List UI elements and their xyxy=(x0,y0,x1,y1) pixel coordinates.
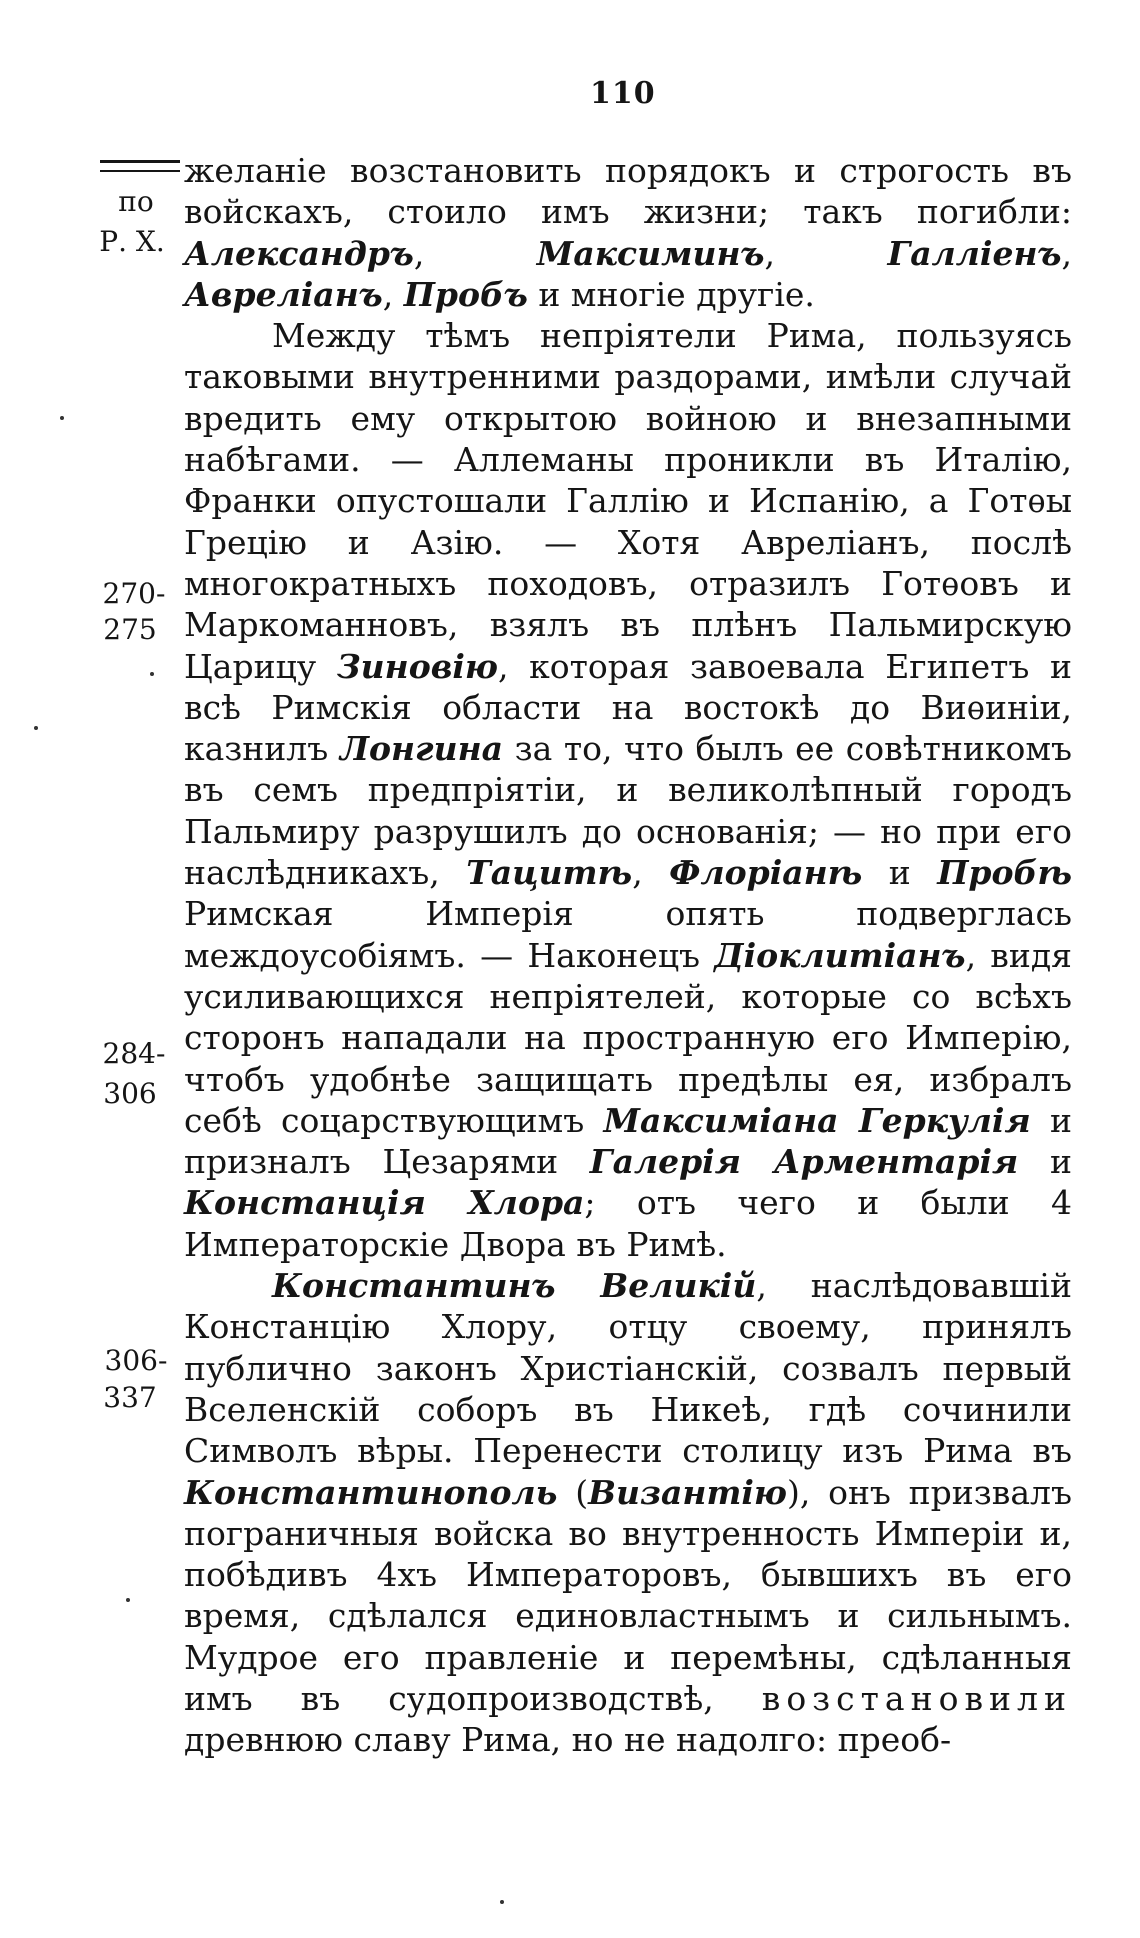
body-text xyxy=(184,150,1072,1761)
emperor-name: Пробъ xyxy=(403,274,528,314)
text-run: ), онъ призвалъ пограничныя войска во внутренность Имперіи и, побѣдивъ 4хъ Императоровъ, бывшихъ въ его время, сдѣлался единовластнымъ и сильнымъ. Мудрое его правленіе и перемѣны, сдѣланныя имъ въ судопроизводствѣ, xyxy=(184,1472,1072,1718)
emperor-name: Констанція Хлора xyxy=(184,1183,585,1223)
emperor-name: Діоклитіанъ xyxy=(714,935,966,975)
margin-note-dates-337: 337 xyxy=(103,1381,157,1414)
text-run: и многіе другіе. xyxy=(527,274,815,314)
margin-rule xyxy=(100,160,180,172)
emperor-name: Максиміана Геркулія xyxy=(603,1100,1031,1140)
city-name: Константинополь xyxy=(184,1472,558,1512)
emperor-name: Пробѣ xyxy=(937,853,1072,893)
text-run: , xyxy=(1061,233,1072,273)
emperor-name: Максиминъ xyxy=(536,233,765,273)
emperor-name: Авреліанъ xyxy=(184,274,383,314)
margin-note-era-po: по xyxy=(118,185,154,218)
spaced-word: возстановили xyxy=(761,1678,1072,1718)
scan-speck xyxy=(150,672,154,676)
emperor-name: Александръ xyxy=(184,233,414,273)
person-name: Лонгина xyxy=(339,729,504,769)
margin-note-dates-284: 284- xyxy=(102,1037,166,1070)
text-run: и xyxy=(862,853,938,893)
text-run: , видя усиливающихся непріятелей, которые со всѣхъ сторонъ нападали на пространную его Имперію, чтобъ удобнѣе защищать предѣлы ея, избралъ себѣ соцарствующимъ xyxy=(184,935,1072,1140)
text-run: Между тѣмъ непріятели Рима, пользуясь таковыми внутренними раздорами, имѣли случай вредить ему открытою войною и внезапными набѣгами. — Аллеманы проникли въ Италію, Франки опустошали Галлію и Испанію, а Готѳы Грецію и Азію. — Хотя Авреліанъ, послѣ многократныхъ походовъ, отразилъ Готѳовъ и Маркоманновъ, взялъ въ плѣнъ Пальмирскую Царицу xyxy=(184,316,1072,686)
text-run: ( xyxy=(557,1472,589,1512)
text-run: и призналъ Цезарями xyxy=(184,1100,1072,1182)
text-run: за то, что былъ ее совѣтникомъ въ семъ предпріятіи, и великолѣпный городъ Пальмиру разрушилъ до основанія; — но при его наслѣдникахъ, xyxy=(184,729,1072,893)
paragraph-2 xyxy=(184,315,1072,1265)
text-run: , которая завоевала Египетъ и всѣ Римскія области на востокѣ до Виѳиніи, казнилъ xyxy=(184,646,1072,769)
scan-speck xyxy=(126,1598,130,1602)
margin-note-era-rh: Р. Х. xyxy=(99,225,165,258)
scan-speck xyxy=(500,1900,504,1904)
scan-speck xyxy=(60,416,64,420)
emperor-name: Галліенъ xyxy=(887,233,1062,273)
text-run: , наслѣдовавшій Констанцію Хлору, отцу своему, принялъ публично законъ Христіанскій, созвалъ первый Вселенскій соборъ въ Никеѣ, гдѣ сочинили Символъ вѣры. Перенести столицу изъ Рима въ xyxy=(184,1266,1072,1471)
margin-note-dates-306b: 306- xyxy=(104,1344,168,1377)
text-run: желаніе возстановить порядокъ и строгость въ войскахъ, стоило имъ жизни; такъ погибли: xyxy=(184,151,1072,232)
scan-speck xyxy=(34,726,38,730)
text-run: древнюю славу Рима, но не надолго: преоб- xyxy=(184,1720,952,1760)
paragraph-1 xyxy=(184,150,1072,315)
text-run: Римская Имперія опять подверглась междоусобіямъ. — Наконецъ xyxy=(184,894,1072,975)
text-run: и xyxy=(1018,1142,1073,1182)
page-number: 110 xyxy=(590,76,656,111)
emperor-name: Константинъ Великій xyxy=(272,1266,757,1306)
text-run: , xyxy=(413,233,537,273)
margin-note-dates-275: 275 xyxy=(103,613,157,646)
paragraph-3 xyxy=(184,1265,1072,1761)
city-name: Византію xyxy=(588,1472,787,1512)
text-run: ; отъ чего и были 4 Императорскіе Двора въ Римѣ. xyxy=(184,1183,1072,1264)
person-name: Зиновію xyxy=(336,646,498,686)
margin-note-dates-306: 306 xyxy=(103,1077,157,1110)
emperor-name: Тацитѣ xyxy=(466,853,633,893)
margin-note-dates-270: 270- xyxy=(102,577,166,610)
emperor-name: Галерія Арментарія xyxy=(589,1142,1019,1182)
text-run: , xyxy=(764,233,888,273)
text-run: , xyxy=(632,853,670,893)
emperor-name: Флоріанѣ xyxy=(669,853,863,893)
text-run: , xyxy=(382,274,404,314)
